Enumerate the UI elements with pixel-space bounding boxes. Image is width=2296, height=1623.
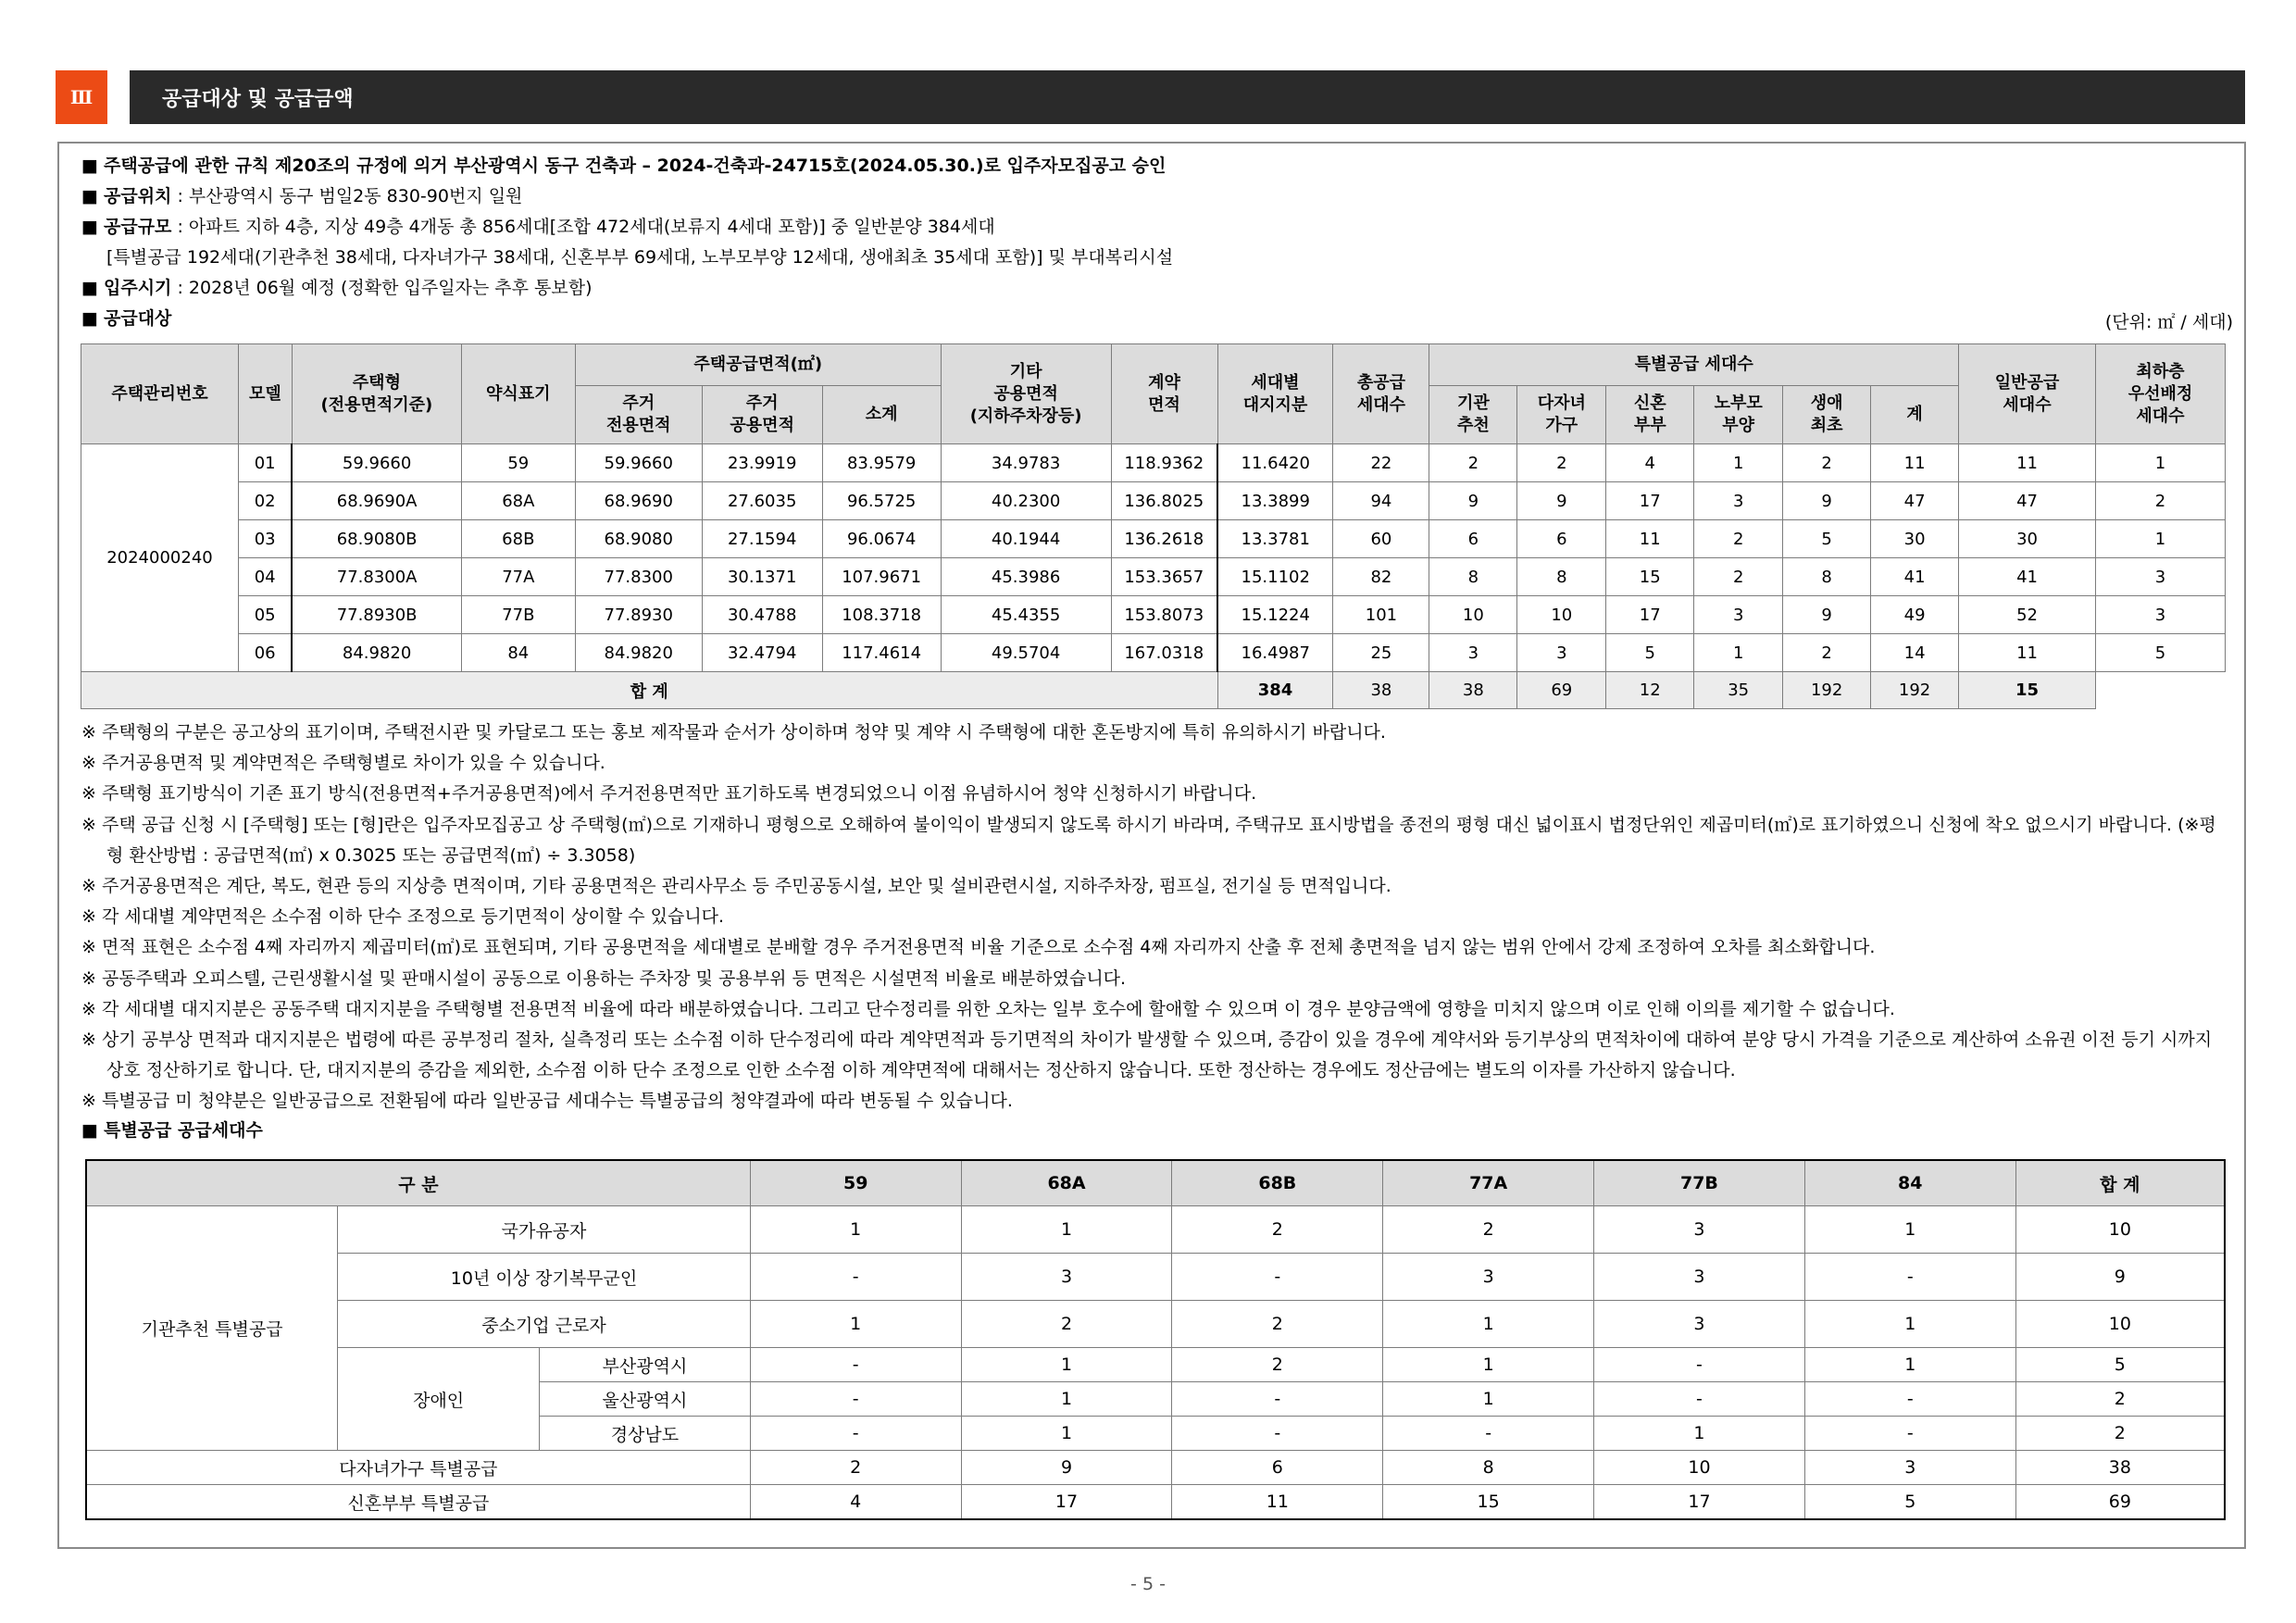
note-item: ※ 각 세대별 계약면적은 소수점 이하 단수 조정으로 등기면적이 상이할 수 있습니다. — [81, 906, 725, 928]
sum-cell: 384 — [1217, 672, 1333, 709]
table-cell: 59 — [461, 444, 575, 482]
table-cell: 15 — [1606, 558, 1694, 596]
notes-list — [81, 718, 2229, 1117]
table-row — [86, 1254, 2225, 1301]
table-cell: 136.2618 — [1111, 520, 1217, 558]
note-item: ※ 주택 공급 신청 시 [주택형] 또는 [형]란은 입주자모집공고 상 주택형(㎡)으로 기재하니 평형으로 오해하여 불이익이 발생되지 않도록 하시기 바라며, 주택규모 표시방법을 종전의 평형 대신 넓이표시 법정단위인 제곱미터(㎡)로 표기하였으니 신청에 착오 없으시기 바랍니다. (※평형 환산방법 : 공급면적(㎡) x 0.3025 또는 공급면적(㎡) ÷ 3.3058) — [81, 814, 2216, 866]
movein-line: ■ 입주시기 : 2028년 06월 예정 (정확한 입주일자는 추후 통보함) — [81, 278, 593, 298]
table-cell: 27.6035 — [702, 482, 822, 520]
th-general: 일반공급 세대수 — [1959, 344, 2096, 444]
table-cell: 83.9579 — [822, 444, 941, 482]
table-cell: 2 — [1172, 1206, 1383, 1254]
table-cell: 136.8025 — [1111, 482, 1217, 520]
table-cell: 15.1224 — [1217, 596, 1333, 634]
note-item: ※ 공동주택과 오피스텔, 근린생활시설 및 판매시설이 공동으로 이용하는 주차장 및 공용부위 등 면적은 시설면적 비율로 배분하였습니다. — [81, 968, 1127, 989]
table-cell: 5 — [2015, 1348, 2225, 1382]
table-cell: 3 — [2095, 596, 2225, 634]
page-number: - 5 - — [1130, 1574, 1166, 1594]
table-cell: - — [1594, 1382, 1805, 1417]
table-cell: 17 — [1594, 1485, 1805, 1520]
table-cell: 30 — [1959, 520, 2096, 558]
table-cell: - — [1804, 1254, 2015, 1301]
sum-cell: 69 — [1517, 672, 1606, 709]
table-cell: 69 — [2015, 1485, 2225, 1520]
table-cell: 10 — [1594, 1451, 1805, 1485]
table-cell: 9 — [1517, 482, 1606, 520]
table-cell: 1 — [1804, 1206, 2015, 1254]
table-cell: 1 — [1594, 1417, 1805, 1451]
table-cell: - — [1383, 1417, 1594, 1451]
th-total: 총공급 세대수 — [1333, 344, 1429, 444]
table-cell: 68.9080B — [292, 520, 461, 558]
th-s2: 다자녀 가구 — [1517, 386, 1606, 444]
th-col: 77B — [1594, 1160, 1805, 1206]
table-cell: 77.8300 — [575, 558, 702, 596]
row-label: 국가유공자 — [338, 1206, 751, 1254]
table-cell: 2 — [1517, 444, 1606, 482]
note-item: ※ 면적 표현은 소수점 4째 자리까지 제곱미터(㎡)로 표현되며, 기타 공용면적을 세대별로 분배할 경우 주거전용면적 비율 기준으로 소수점 4째 자리까지 산출 후 전체 총면적을 넘지 않는 범위 안에서 강제 조정하여 오차를 최소화합니다. — [81, 937, 1876, 958]
table-cell: 3 — [1694, 596, 1783, 634]
location-line: ■ 공급위치 : 부산광역시 동구 범일2동 830-90번지 일원 — [81, 186, 523, 206]
table-cell: 25 — [1333, 634, 1429, 672]
table-cell: 40.2300 — [941, 482, 1111, 520]
table-cell: 1 — [961, 1206, 1172, 1254]
table-cell: 96.0674 — [822, 520, 941, 558]
table-cell: 11 — [1959, 444, 2096, 482]
table-cell: 77.8300A — [292, 558, 461, 596]
row-label: 다자녀가구 특별공급 — [86, 1451, 750, 1485]
unit-label: (단위: ㎡ / 세대) — [2104, 312, 2233, 332]
table-cell: 17 — [1606, 596, 1694, 634]
table-cell: 77.8930 — [575, 596, 702, 634]
table-cell: - — [1172, 1382, 1383, 1417]
table-cell: 3 — [1594, 1206, 1805, 1254]
table-cell: 11 — [1606, 520, 1694, 558]
table-cell: 23.9919 — [702, 444, 822, 482]
table-cell: 11 — [1871, 444, 1959, 482]
table-cell: 2 — [1172, 1348, 1383, 1382]
table-cell: 3 — [1429, 634, 1517, 672]
table-cell: 22 — [1333, 444, 1429, 482]
table-row — [86, 1301, 2225, 1348]
table-cell: 30.1371 — [702, 558, 822, 596]
th-col: 68B — [1172, 1160, 1383, 1206]
table-cell: 11 — [1172, 1485, 1383, 1520]
table-cell: 107.9671 — [822, 558, 941, 596]
sum-cell: 38 — [1333, 672, 1429, 709]
table-cell: 2 — [2015, 1417, 2225, 1451]
table-cell: 40.1944 — [941, 520, 1111, 558]
table2-header — [86, 1160, 2225, 1206]
table-cell: 68.9690A — [292, 482, 461, 520]
table-cell: 68.9080 — [575, 520, 702, 558]
table-cell: 17 — [1606, 482, 1694, 520]
table-cell: 1 — [750, 1206, 961, 1254]
table-cell: 27.1594 — [702, 520, 822, 558]
row-label: 부산광역시 — [540, 1348, 751, 1382]
note-item: ※ 주거공용면적은 계단, 복도, 현관 등의 지상층 면적이며, 기타 공용면적은 관리사무소 등 주민공동시설, 보안 및 설비관련시설, 지하주차장, 펌프실, 전기실 등 면적입니다. — [81, 876, 1391, 897]
th-short: 약식표기 — [461, 344, 575, 444]
table-cell: 153.8073 — [1111, 596, 1217, 634]
table-cell: 01 — [238, 444, 292, 482]
table-cell: 1 — [1694, 634, 1783, 672]
table-row — [81, 558, 2226, 596]
table-cell: 84 — [461, 634, 575, 672]
table-cell: 30.4788 — [702, 596, 822, 634]
table-cell: 84.9820 — [292, 634, 461, 672]
table-cell: 03 — [238, 520, 292, 558]
table-cell: 16.4987 — [1217, 634, 1333, 672]
sum-cell: 15 — [1959, 672, 2096, 709]
table-cell: 1 — [750, 1301, 961, 1348]
table-cell: 15.1102 — [1217, 558, 1333, 596]
table-cell: - — [1172, 1254, 1383, 1301]
table-cell: - — [1172, 1417, 1383, 1451]
th-area: 주택공급면적(㎡) — [575, 344, 941, 386]
note-item: ※ 상기 공부상 면적과 대지지분은 법령에 따른 공부정리 절차, 실측정리 또는 소수점 이하 단수정리에 따라 계약면적과 등기면적의 차이가 발생할 수 있으며, 증감이 있을 경우에 계약서와 등기부상의 면적차이에 대하여 분양 당시 가격을 기준으로 계산하여 소유권 이전 등기 시까지 상호 정산하기로 합니다. 단, 대지지분의 증감을 제외한, 소수점 이하 단수 조정으로 인한 소수점 이하 계약면적에 대해서는 정산하지 않습니다. 또한 정산하는 경우에도 정산금에는 별도의 이자를 가산하지 않습니다. — [81, 1030, 2213, 1081]
table-cell: 2 — [1694, 558, 1783, 596]
table-cell: 10 — [1517, 596, 1606, 634]
table-cell: - — [1804, 1417, 2015, 1451]
table-cell: 1 — [961, 1382, 1172, 1417]
section-title: 공급대상 및 공급금액 — [130, 70, 2245, 124]
table-cell: 5 — [1606, 634, 1694, 672]
table-cell: 2 — [1783, 634, 1871, 672]
scale-line-2: [특별공급 192세대(기관추천 38세대, 다자녀가구 38세대, 신혼부부 69세대, 노부모부양 12세대, 생애최초 35세대 포함)] 및 부대복리시설 — [106, 247, 1174, 268]
table-cell: 3 — [1517, 634, 1606, 672]
disabled-label: 장애인 — [338, 1348, 540, 1451]
table-cell: 15 — [1383, 1485, 1594, 1520]
table-cell: 2 — [2095, 482, 2225, 520]
table-cell: 117.4614 — [822, 634, 941, 672]
table-cell: 108.3718 — [822, 596, 941, 634]
table-cell: 1 — [1383, 1348, 1594, 1382]
table-cell: 2 — [750, 1451, 961, 1485]
table-cell: 3 — [1694, 482, 1783, 520]
table-cell: 2 — [1429, 444, 1517, 482]
table-cell: 1 — [961, 1348, 1172, 1382]
table-cell: 68A — [461, 482, 575, 520]
table-cell: - — [750, 1417, 961, 1451]
table-cell: 34.9783 — [941, 444, 1111, 482]
table-cell: 2 — [1383, 1206, 1594, 1254]
table-cell: 59.9660 — [292, 444, 461, 482]
th-s6: 계 — [1871, 386, 1959, 444]
table-cell: 6 — [1517, 520, 1606, 558]
th-category: 구 분 — [86, 1160, 750, 1206]
table-row — [86, 1485, 2225, 1520]
table-cell: 59.9660 — [575, 444, 702, 482]
th-special: 특별공급 세대수 — [1429, 344, 1959, 386]
table-cell: 9 — [2015, 1254, 2225, 1301]
sum-label: 합 계 — [81, 672, 1218, 709]
table-cell: 9 — [1429, 482, 1517, 520]
table-cell: 30 — [1871, 520, 1959, 558]
special-heading: ■ 특별공급 공급세대수 — [81, 1120, 263, 1141]
th-sub: 소계 — [822, 386, 941, 444]
supply-target-table — [81, 343, 2226, 709]
table-cell: 45.4355 — [941, 596, 1111, 634]
sum-row — [81, 672, 2226, 709]
table-cell: - — [1804, 1382, 2015, 1417]
group-label: 기관추천 특별공급 — [86, 1206, 338, 1451]
table-cell: 9 — [1783, 482, 1871, 520]
table-cell: 3 — [961, 1254, 1172, 1301]
table-cell: 9 — [961, 1451, 1172, 1485]
note-item: ※ 주택형 표기방식이 기존 표기 방식(전용면적+주거공용면적)에서 주거전용면적만 표기하도록 변경되었으니 이점 유념하시어 청약 신청하시기 바랍니다. — [81, 783, 1257, 805]
row-label: 신혼부부 특별공급 — [86, 1485, 750, 1520]
table-cell: 41 — [1871, 558, 1959, 596]
th-s1: 기관 추천 — [1429, 386, 1517, 444]
table-cell: 38 — [2015, 1451, 2225, 1485]
table-cell: 8 — [1783, 558, 1871, 596]
th-s4: 노부모 부양 — [1694, 386, 1783, 444]
table-cell: 77A — [461, 558, 575, 596]
mgmt-number: 2024000240 — [81, 444, 239, 672]
sum-cell: 192 — [1783, 672, 1871, 709]
table-cell: 45.3986 — [941, 558, 1111, 596]
table-cell: 49.5704 — [941, 634, 1111, 672]
table-cell: 8 — [1383, 1451, 1594, 1485]
note-item: ※ 각 세대별 대지지분은 공동주택 대지지분을 주택형별 전용면적 비율에 따라 배분하였습니다. 그리고 단수정리를 위한 오차는 일부 호수에 할애할 수 있으며 이 경우 분양금액에 영향을 미치지 않으며 이로 인해 이의를 제기할 수 없습니다. — [81, 998, 1895, 1019]
table-cell: 13.3781 — [1217, 520, 1333, 558]
table-cell: 05 — [238, 596, 292, 634]
row-label: 울산광역시 — [540, 1382, 751, 1417]
table-cell: 1 — [1383, 1301, 1594, 1348]
table-row — [81, 520, 2226, 558]
table-cell: - — [750, 1348, 961, 1382]
table-cell: 1 — [1804, 1348, 2015, 1382]
table-cell: 02 — [238, 482, 292, 520]
table-cell: 06 — [238, 634, 292, 672]
table-cell: 14 — [1871, 634, 1959, 672]
table-cell: 8 — [1517, 558, 1606, 596]
table-cell: 68.9690 — [575, 482, 702, 520]
table-cell: 4 — [750, 1485, 961, 1520]
table-cell: 153.3657 — [1111, 558, 1217, 596]
table-cell: 2 — [1783, 444, 1871, 482]
table-cell: 167.0318 — [1111, 634, 1217, 672]
table-cell: 13.3899 — [1217, 482, 1333, 520]
table-cell: - — [750, 1382, 961, 1417]
note-item: ※ 주택형의 구분은 공고상의 표기이며, 주택전시관 및 카달로그 또는 홍보 제작물과 순서가 상이하며 청약 및 계약 시 주택형에 대한 혼돈방지에 특히 유의하시기 바랍니다. — [81, 722, 1386, 743]
table-cell: 9 — [1783, 596, 1871, 634]
table-cell: 5 — [1783, 520, 1871, 558]
table-cell: 3 — [1594, 1254, 1805, 1301]
th-col: 84 — [1804, 1160, 2015, 1206]
table-cell: 10 — [2015, 1206, 2225, 1254]
section-number: Ⅲ — [56, 70, 107, 124]
table-row — [81, 596, 2226, 634]
table-cell: 2 — [1694, 520, 1783, 558]
section-header — [56, 70, 2245, 124]
table-cell: 3 — [2095, 558, 2225, 596]
table-row — [86, 1206, 2225, 1254]
table-cell: 1 — [1383, 1382, 1594, 1417]
th-col: 59 — [750, 1160, 961, 1206]
sum-cell: 35 — [1694, 672, 1783, 709]
approval-line: ■ 주택공급에 관한 규칙 제20조의 규정에 의거 부산광역시 동구 건축과 – 2024-건축과-24715호(2024.05.30.)로 입주자모집공고 승인 — [81, 156, 1167, 176]
table-cell: 60 — [1333, 520, 1429, 558]
th-col: 77A — [1383, 1160, 1594, 1206]
table-cell: 6 — [1172, 1451, 1383, 1485]
th-col: 68A — [961, 1160, 1172, 1206]
note-item: ※ 주거공용면적 및 계약면적은 주택형별로 차이가 있을 수 있습니다. — [81, 753, 605, 774]
table-cell: 1 — [1694, 444, 1783, 482]
th-common: 주거 공용면적 — [702, 386, 822, 444]
sum-cell: 12 — [1606, 672, 1694, 709]
table-cell: 10 — [1429, 596, 1517, 634]
table-cell: 1 — [2095, 444, 2225, 482]
table-cell: 84.9820 — [575, 634, 702, 672]
table-cell: - — [1594, 1348, 1805, 1382]
th-s5: 생애 최초 — [1783, 386, 1871, 444]
table-cell: 6 — [1429, 520, 1517, 558]
table-cell: 11 — [1959, 634, 2096, 672]
table-cell: 32.4794 — [702, 634, 822, 672]
table-cell: 1 — [2095, 520, 2225, 558]
target-heading: ■ 공급대상 — [81, 308, 172, 329]
table-cell: 1 — [1804, 1301, 2015, 1348]
table-cell: 2 — [2015, 1382, 2225, 1417]
row-label: 경상남도 — [540, 1417, 751, 1451]
table-cell: 49 — [1871, 596, 1959, 634]
table-cell: 10 — [2015, 1301, 2225, 1348]
table-cell: 5 — [2095, 634, 2225, 672]
table-cell: 94 — [1333, 482, 1429, 520]
table-cell: 2 — [1172, 1301, 1383, 1348]
table-cell: 82 — [1333, 558, 1429, 596]
th-contract: 계약 면적 — [1111, 344, 1217, 444]
th-s3: 신혼 부부 — [1606, 386, 1694, 444]
table-cell: 11.6420 — [1217, 444, 1333, 482]
table-cell: 77B — [461, 596, 575, 634]
table-row — [86, 1451, 2225, 1485]
th-type: 주택형 (전용면적기준) — [292, 344, 461, 444]
table-cell: 3 — [1594, 1301, 1805, 1348]
table-cell: 68B — [461, 520, 575, 558]
table-cell: 17 — [961, 1485, 1172, 1520]
th-excl: 주거 전용면적 — [575, 386, 702, 444]
table-cell: 52 — [1959, 596, 2096, 634]
th-model: 모델 — [238, 344, 292, 444]
table-cell: 101 — [1333, 596, 1429, 634]
table-cell: 04 — [238, 558, 292, 596]
th-land: 세대별 대지지분 — [1217, 344, 1333, 444]
table-cell: 2 — [961, 1301, 1172, 1348]
row-label: 중소기업 근로자 — [338, 1301, 751, 1348]
table-row — [86, 1348, 2225, 1382]
table-cell: 3 — [1383, 1254, 1594, 1301]
special-supply-table — [85, 1159, 2226, 1520]
table-cell: 47 — [1959, 482, 2096, 520]
row-label: 10년 이상 장기복무군인 — [338, 1254, 751, 1301]
table-cell: 4 — [1606, 444, 1694, 482]
table-cell: 118.9362 — [1111, 444, 1217, 482]
table-cell: 77.8930B — [292, 596, 461, 634]
scale-line: ■ 공급규모 : 아파트 지하 4층, 지상 49층 4개동 총 856세대[조합 472세대(보류지 4세대 포함)] 중 일반분양 384세대 — [81, 217, 995, 237]
sum-cell: 38 — [1429, 672, 1517, 709]
table-cell: 96.5725 — [822, 482, 941, 520]
table-cell: 5 — [1804, 1485, 2015, 1520]
th-col: 합 계 — [2015, 1160, 2225, 1206]
table-cell: 8 — [1429, 558, 1517, 596]
th-etc: 기타 공용면적 (지하주차장등) — [941, 344, 1111, 444]
th-lowest: 최하층 우선배정 세대수 — [2095, 344, 2225, 444]
table-row — [81, 634, 2226, 672]
table-row — [81, 444, 2226, 482]
sum-cell: 192 — [1871, 672, 1959, 709]
table-cell: - — [750, 1254, 961, 1301]
table-cell: 47 — [1871, 482, 1959, 520]
th-mgmt: 주택관리번호 — [81, 344, 239, 444]
note-item: ※ 특별공급 미 청약분은 일반공급으로 전환됨에 따라 일반공급 세대수는 특별공급의 청약결과에 따라 변동될 수 있습니다. — [81, 1091, 1013, 1112]
table-row — [81, 482, 2226, 520]
table-cell: 3 — [1804, 1451, 2015, 1485]
table-cell: 41 — [1959, 558, 2096, 596]
table-cell: 1 — [961, 1417, 1172, 1451]
